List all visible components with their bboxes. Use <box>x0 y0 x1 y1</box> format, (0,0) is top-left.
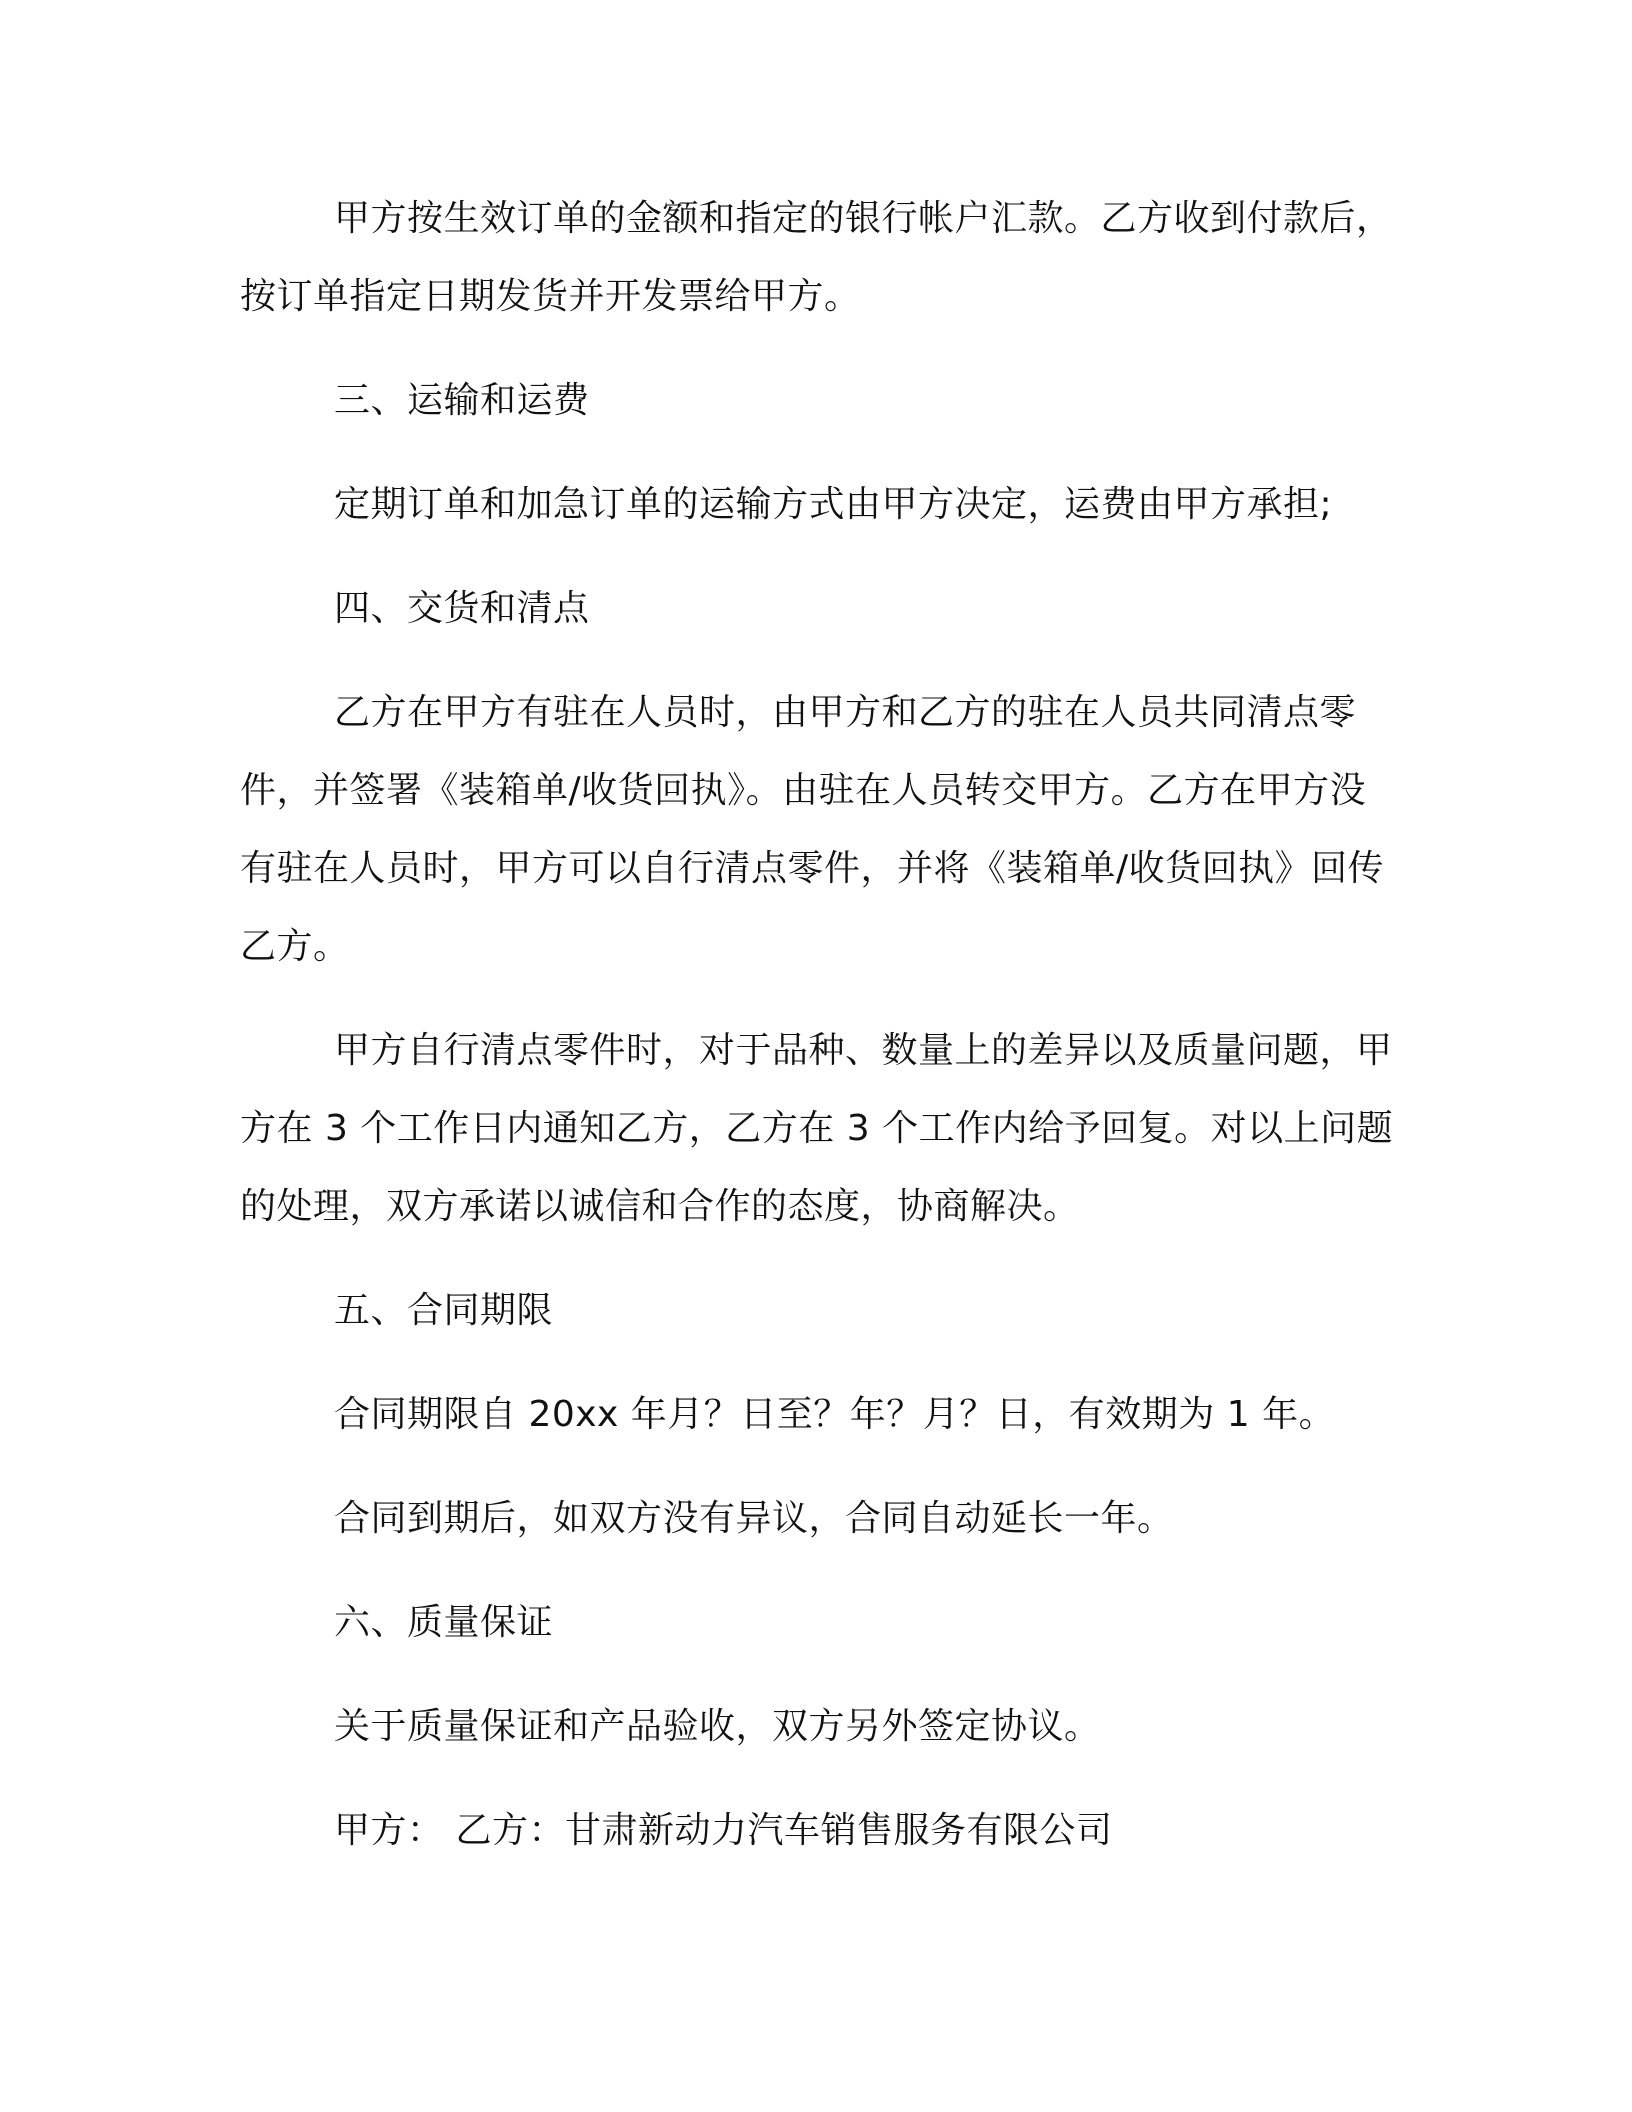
delivery-paragraph-2: 甲方自行清点零件时，对于品种、数量上的差异以及质量问题，甲方在 3 个工作日内通知乙方，乙方在 3 个工作内给予回复。对以上问题的处理，双方承诺以诚信和合作的态度，协商解决。 <box>240 1030 1394 1227</box>
signature-line: 甲方： 乙方：甘肃新动力汽车销售服务有限公司 <box>334 1810 1113 1851</box>
payment-paragraph: 甲方按生效订单的金额和指定的银行帐户汇款。乙方收到付款后，按订单指定日期发货并开发票给甲方。 <box>240 198 1393 317</box>
section-heading-term: 五、合同期限 <box>334 1290 554 1331</box>
section-heading-delivery: 四、交货和清点 <box>334 588 590 629</box>
quality-paragraph: 关于质量保证和产品验收，双方另外签定协议。 <box>334 1706 1101 1747</box>
section-heading-quality: 六、质量保证 <box>334 1602 554 1643</box>
transport-paragraph: 定期订单和加急订单的运输方式由甲方决定，运费由甲方承担; <box>334 484 1333 525</box>
term-paragraph-1: 合同期限自 20xx 年月？日至？年？月？日，有效期为 1 年。 <box>334 1394 1336 1435</box>
delivery-paragraph-1: 乙方在甲方有驻在人员时，由甲方和乙方的驻在人员共同清点零件，并签署《装箱单/收货回执》。由驻在人员转交甲方。乙方在甲方没有驻在人员时，甲方可以自行清点零件，并将《装箱单/收货回执》回传乙方。 <box>240 692 1385 967</box>
term-paragraph-2: 合同到期后，如双方没有异议，合同自动延长一年。 <box>334 1498 1174 1539</box>
section-heading-transport: 三、运输和运费 <box>334 380 590 421</box>
document-body <box>240 180 1400 1870</box>
